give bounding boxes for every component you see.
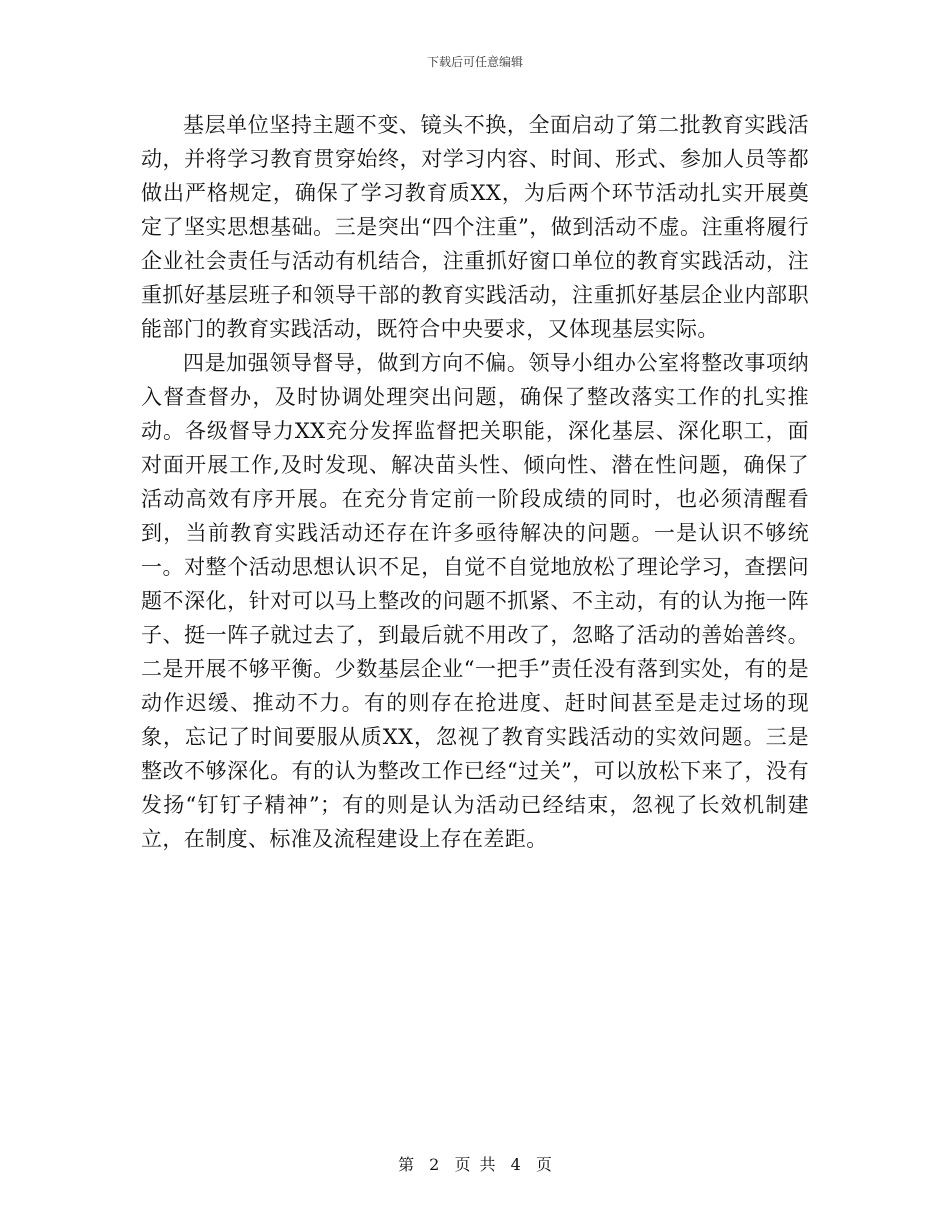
footer-page-number: 2	[429, 1155, 440, 1174]
page-header-note: 下载后可任意编辑	[426, 55, 523, 69]
footer-prefix: 第	[398, 1155, 415, 1174]
footer-suffix: 页	[535, 1155, 552, 1174]
document-body	[141, 108, 809, 856]
page-footer	[0, 1155, 950, 1175]
footer-total-pages: 4	[510, 1155, 521, 1174]
paragraph-2: 四是加强领导督导，做到方向不偏。领导小组办公室将整改事项纳入督查督办，及时协调处理突出问题，确保了整改落实工作的扎实推动。各级督导力XX充分发挥监督把关职能，深化基层、深化职工，面对面开展工作,及时发现、解决苗头性、倾向性、潜在性问题，确保了活动高效有序开展。在充分肯定前一阶段成绩的同时，也必须清醒看到，当前教育实践活动还存在许多亟待解决的问题。一是认识不够统一。对整个活动思想认识不足，自觉不自觉地放松了理论学习，查摆问题不深化，针对可以马上整改的问题不抓紧、不主动，有的认为拖一阵子、挺一阵子就过去了，到最后就不用改了，忽略了活动的善始善终。二是开展不够平衡。少数基层企业“一把手”责任没有落到实处，有的是动作迟缓、推动不力。有的则存在抢进度、赶时间甚至是走过场的现象，忘记了时间要服从质XX，忽视了教育实践活动的实效问题。三是整改不够深化。有的认为整改工作已经“过关”，可以放松下来了，没有发扬“钉钉子精神”；有的则是认为活动已经结束，忽视了长效机制建立，在制度、标准及流程建设上存在差距。	[141, 351, 809, 851]
footer-middle: 页 共	[454, 1155, 496, 1174]
paragraph-1: 基层单位坚持主题不变、镜头不换，全面启动了第二批教育实践活动，并将学习教育贯穿始终，对学习内容、时间、形式、参加人员等都做出严格规定，确保了学习教育质XX，为后两个环节活动扎实开展奠定了坚实思想基础。三是突出“四个注重”，做到活动不虚。注重将履行企业社会责任与活动有机结合，注重抓好窗口单位的教育实践活动，注重抓好基层班子和领导干部的教育实践活动，注重抓好基层企业内部职能部门的教育实践活动，既符合中央要求，又体现基层实际。	[141, 113, 809, 341]
